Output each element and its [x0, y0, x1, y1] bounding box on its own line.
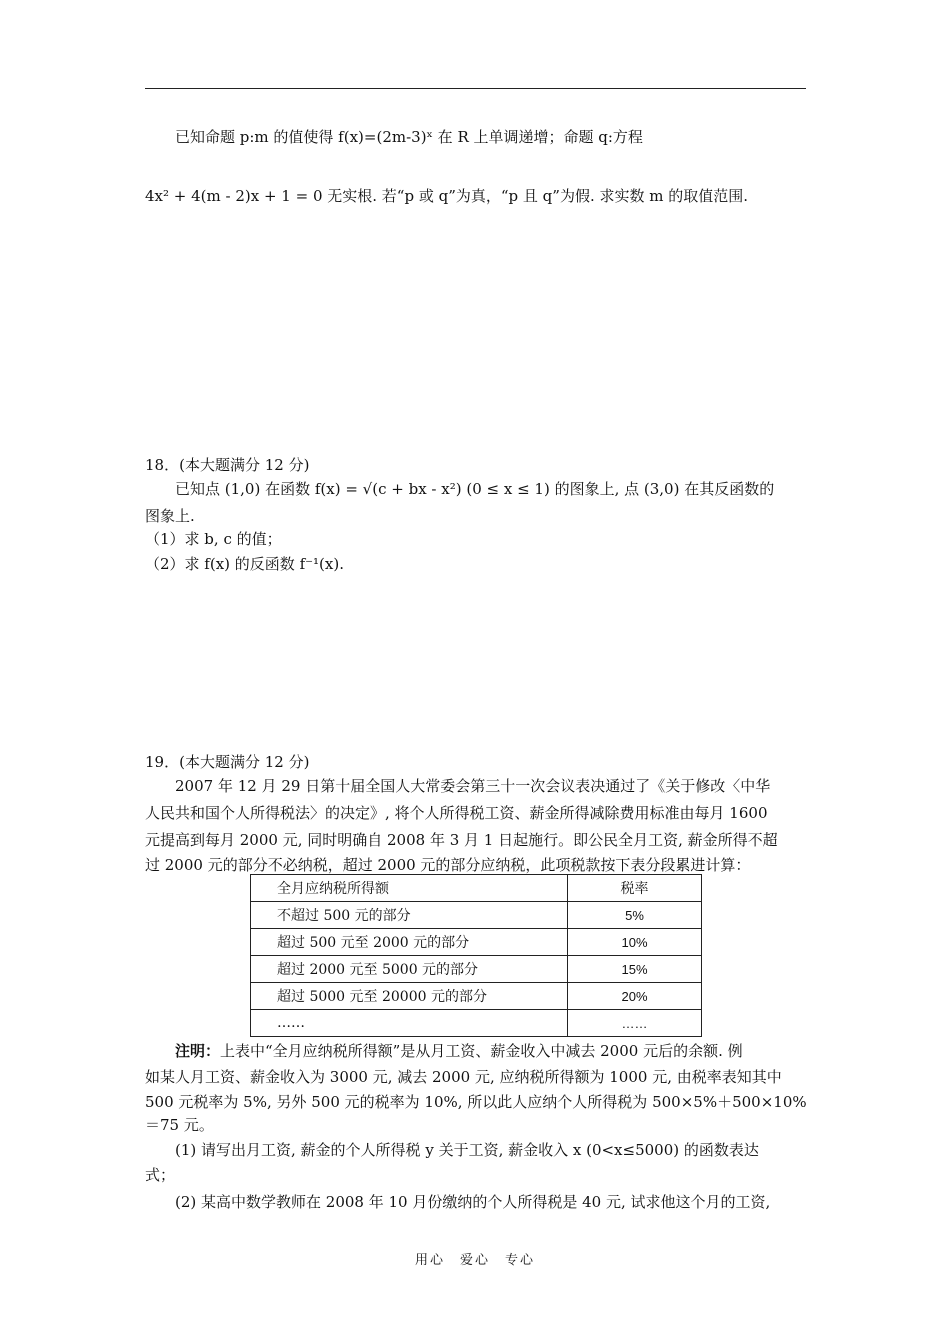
table-row — [251, 929, 702, 956]
table-row — [251, 956, 702, 983]
q19-sub2-line1: (2) 某高中数学教师在 2008 年 10 月份缴纳的个人所得税是 40 元, 试求他这个月的工资, — [175, 1193, 771, 1211]
table-cell-rate: …… — [568, 1010, 702, 1037]
page-footer: 用心 爱心 专心 — [414, 1253, 535, 1268]
q19-header: 19．(本大题满分 12 分) — [145, 753, 310, 771]
table-header-rate: 税率 — [568, 875, 702, 902]
note-text: 上表中“全月应纳税所得额”是从月工资、薪金收入中减去 2000 元后的余额. 例 — [220, 1042, 743, 1060]
table-cell-income: …… — [251, 1010, 568, 1037]
q19-note-line2: 如某人月工资、薪金收入为 3000 元, 减去 2000 元, 应纳税所得额为 1000 元, 由税率表知其中 — [145, 1068, 782, 1086]
table-row — [251, 983, 702, 1010]
note-label: 注明： — [175, 1042, 221, 1060]
table-cell-rate: 5% — [568, 902, 702, 929]
q19-para1-line3: 元提高到每月 2000 元, 同时明确自 2008 年 3 月 1 日起施行。即公民全月工资, 薪金所得不超 — [145, 831, 778, 849]
table-cell-rate: 20% — [568, 983, 702, 1010]
q19-note-line4: ＝75 元。 — [145, 1116, 214, 1134]
q19-para1-line1: 2007 年 12 月 29 日第十届全国人大常委会第三十一次会议表决通过了《关于修改〈中华 — [175, 777, 771, 795]
tax-rate-table — [250, 874, 702, 1037]
q19-para1-line4: 过 2000 元的部分不必纳税，超过 2000 元的部分应纳税，此项税款按下表分段累进计算： — [145, 856, 751, 874]
q19-sub1-line2: 式； — [145, 1166, 176, 1184]
table-row — [251, 902, 702, 929]
q19-para1-line2: 人民共和国个人所得税法〉的决定》, 将个人所得税工资、薪金所得减除费用标准由每月 1600 — [145, 804, 768, 822]
table-cell-income: 超过 2000 元至 5000 元的部分 — [251, 956, 568, 983]
table-cell-income: 不超过 500 元的部分 — [251, 902, 568, 929]
table-cell-income: 超过 500 元至 2000 元的部分 — [251, 929, 568, 956]
q19-note-line1 — [145, 1038, 810, 1065]
q17-line2: 4x² + 4(m - 2)x + 1 = 0 无实根. 若“p 或 q”为真，“p 且 q”为假. 求实数 m 的取值范围. — [145, 187, 749, 205]
q18-line2: 图象上. — [145, 507, 195, 525]
table-row — [251, 1010, 702, 1037]
table-cell-income: 超过 5000 元至 20000 元的部分 — [251, 983, 568, 1010]
table-header-income: 全月应纳税所得额 — [251, 875, 568, 902]
table-header-row — [251, 875, 702, 902]
q17-line1: 已知命题 p:m 的值使得 f(x)=(2m-3)ˣ 在 R 上单调递增；命题 q:方程 — [175, 128, 643, 146]
q18-line1: 已知点 (1,0) 在函数 f(x) = √(c + bx - x²) (0 ≤ x ≤ 1) 的图象上, 点 (3,0) 在其反函数的 — [175, 480, 775, 498]
table-cell-rate: 15% — [568, 956, 702, 983]
q18-part2: （2）求 f(x) 的反函数 f⁻¹(x). — [145, 555, 344, 573]
header-rule — [145, 88, 806, 89]
q19-sub1-line1: (1) 请写出月工资, 薪金的个人所得税 y 关于工资, 薪金收入 x (0<x≤5000) 的函数表达 — [175, 1141, 759, 1159]
q19-note-line3: 500 元税率为 5%, 另外 500 元的税率为 10%, 所以此人应纳个人所得税为 500×5%＋500×10% — [145, 1093, 807, 1111]
q18-header: 18．(本大题满分 12 分) — [145, 456, 310, 474]
q18-part1: （1）求 b, c 的值； — [145, 530, 282, 548]
table-cell-rate: 10% — [568, 929, 702, 956]
